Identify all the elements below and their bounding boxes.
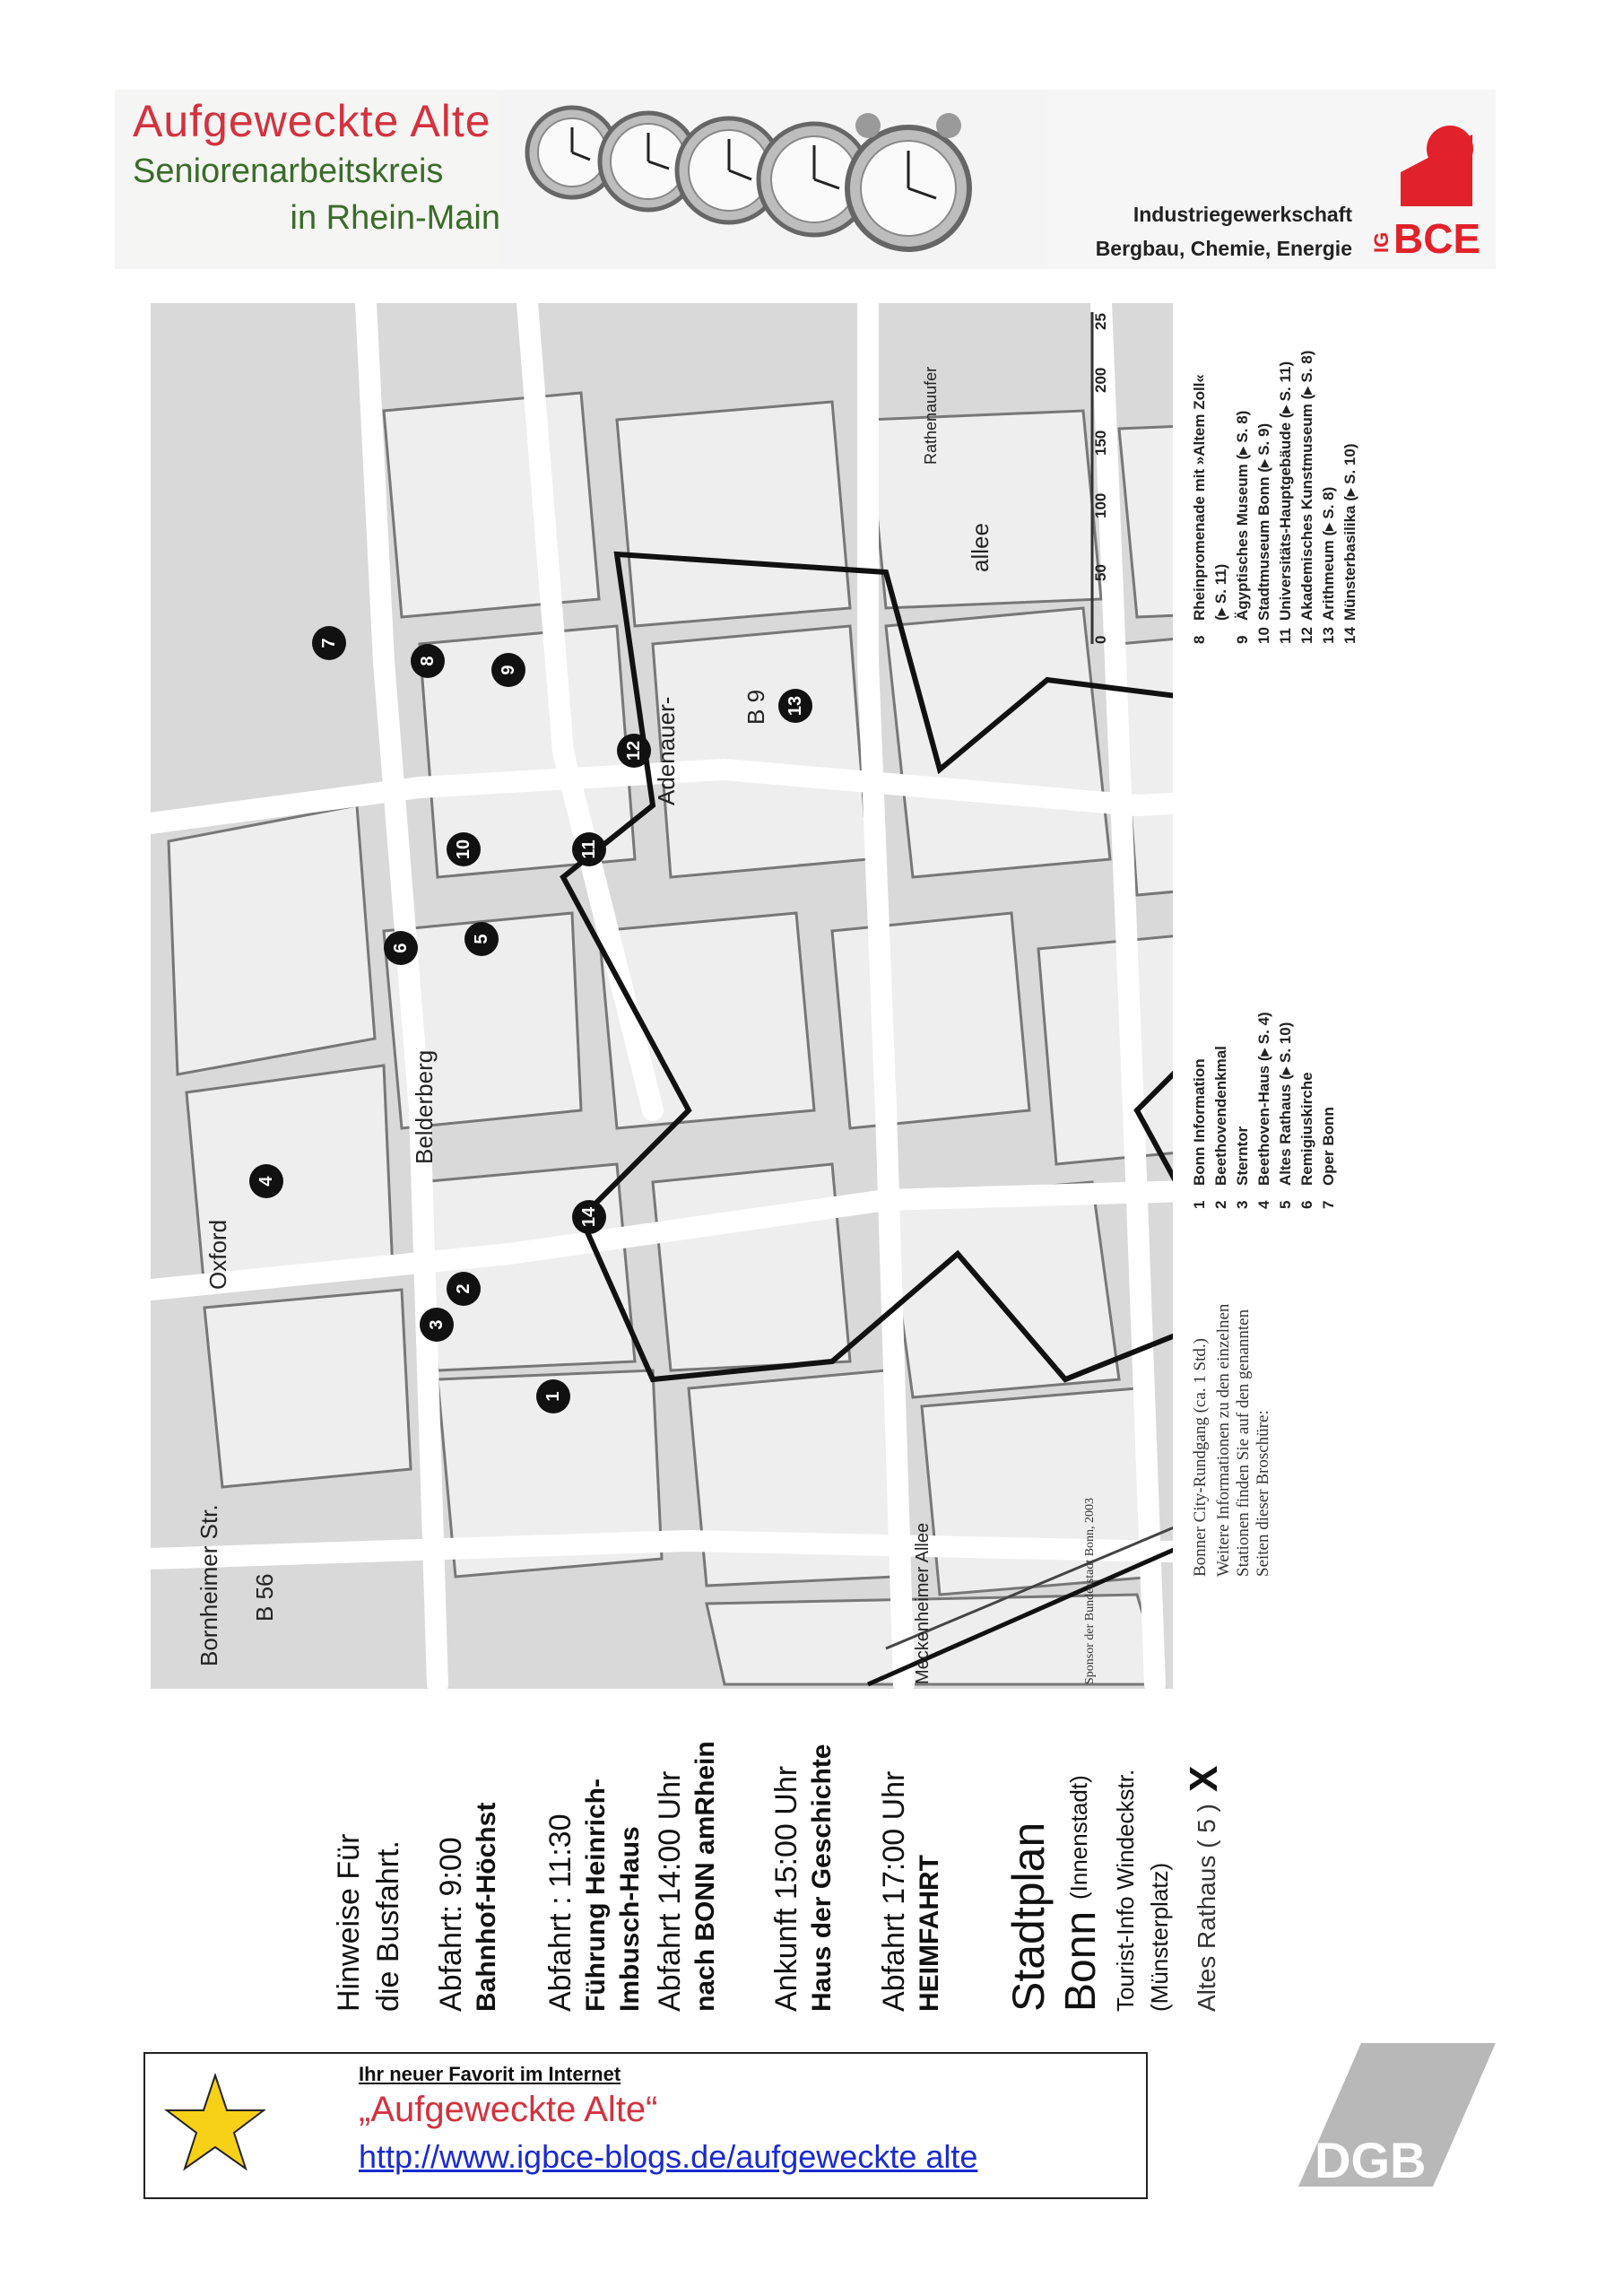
legend-number: 6 bbox=[1298, 1200, 1315, 1209]
note-5-time: Abfahrt 17:00 Uhr bbox=[877, 1770, 911, 2012]
note-1-time: Abfahrt: 9:00 bbox=[434, 1837, 468, 2012]
brand-subtitle-1: Seniorenarbeitskreis bbox=[133, 152, 444, 190]
station-marker-6: 6 bbox=[384, 931, 418, 965]
station-marker-5: 5 bbox=[464, 922, 499, 956]
legend-item: Rheinpromenade mit »Altem Zoll« bbox=[1191, 374, 1208, 621]
legend-item: Oper Bonn bbox=[1320, 1107, 1337, 1186]
legend-number: 13 bbox=[1320, 627, 1337, 644]
legend-number: 4 bbox=[1255, 1200, 1272, 1209]
legend-item: Bonn Information bbox=[1191, 1058, 1208, 1186]
legend-item: Sterntor bbox=[1234, 1126, 1251, 1186]
rotated-flyer bbox=[151, 303, 1487, 2032]
dgb-logo bbox=[1298, 2043, 1496, 2187]
legend-item: Beethoven-Haus (▸ S. 4) bbox=[1255, 1012, 1272, 1186]
bonn-title: Bonn bbox=[1057, 1910, 1105, 2012]
station-marker-1: 1 bbox=[536, 1379, 570, 1413]
station-marker-8: 8 bbox=[411, 644, 445, 678]
rundgang-line-2: Weitere Informationen zu den einzelnen bbox=[1214, 1303, 1233, 1577]
scale-label: 200 bbox=[1092, 367, 1109, 393]
legend-number: 8 bbox=[1191, 635, 1208, 644]
scale-label: 25 bbox=[1092, 313, 1109, 330]
street-label-bornheimer: Bornheimer Str. bbox=[195, 1504, 222, 1666]
legend-item: Akademisches Kunstmuseum (▸ S. 8) bbox=[1298, 350, 1315, 621]
brand-title: Aufgeweckte Alte bbox=[133, 96, 491, 146]
scale-label: 50 bbox=[1092, 564, 1109, 581]
street-label-rathenau: Rathenauufer bbox=[922, 366, 940, 465]
scale-label: 100 bbox=[1092, 492, 1109, 518]
street-label-b56: B 56 bbox=[251, 1573, 278, 1622]
station-marker-9: 9 bbox=[491, 653, 525, 687]
rundgang-line-1: Bonner City-Rundgang (ca. 1 Std.) bbox=[1191, 1338, 1210, 1577]
igbce-logo-prefix: IG bbox=[1370, 231, 1393, 253]
legend-item: Remigiuskirche bbox=[1298, 1072, 1315, 1186]
legend-number: 3 bbox=[1234, 1200, 1251, 1209]
map-copyright: Sponsor der Bundesstadt Bonn, 2003 bbox=[1083, 1497, 1097, 1684]
note-4-text: Haus der Geschichte bbox=[807, 1744, 837, 2012]
notes-heading-1: Hinweise Für bbox=[332, 1833, 366, 2012]
innenstadt-label: (Innenstadt) bbox=[1065, 1775, 1092, 1900]
street-label-allee: allee bbox=[967, 523, 994, 572]
scale-label: 0 bbox=[1092, 635, 1109, 644]
note-3-text: nach BONN amRhein bbox=[690, 1741, 720, 2012]
igbce-logo bbox=[1365, 117, 1490, 260]
street-label-adenauer: Adenauer- bbox=[653, 696, 680, 805]
station-marker-2: 2 bbox=[447, 1272, 481, 1306]
note-2-time: Abfahrt : 11:30 bbox=[543, 1813, 577, 2012]
legend-item: Beethovendenkmal bbox=[1212, 1046, 1229, 1186]
legend-number: 10 bbox=[1255, 627, 1272, 644]
legend-number: 11 bbox=[1277, 628, 1294, 644]
brand-subtitle-2: in Rhein-Main bbox=[290, 199, 500, 237]
legend-item: Münsterbasilika (▸ S. 10) bbox=[1341, 443, 1358, 621]
tourist-info-line-2: (Münsterplatz) bbox=[1146, 1862, 1173, 2012]
altes-rathaus-mark: X bbox=[1182, 1765, 1226, 1792]
legend-item: Stadtmuseum Bonn (▸ S. 9) bbox=[1255, 422, 1272, 621]
street-label-belderberg: Belderberg bbox=[411, 1049, 438, 1164]
rundgang-line-3: Stationen finden Sie auf den genannten bbox=[1234, 1309, 1253, 1577]
note-5-text: HEIMFAHRT bbox=[915, 1855, 944, 2012]
alarm-clock-icon bbox=[847, 113, 969, 249]
street-label-meckenheimer: Meckenheimer Allee bbox=[913, 1522, 933, 1684]
legend-item: Ägyptisches Museum (▸ S. 8) bbox=[1234, 410, 1251, 621]
note-2-text-2: Imbusch-Haus bbox=[615, 1826, 645, 2012]
legend-number: 9 bbox=[1234, 635, 1251, 644]
station-marker-3: 3 bbox=[420, 1308, 454, 1342]
union-name-line-1: Industriegewerkschaft bbox=[1133, 203, 1352, 226]
station-marker-12: 12 bbox=[617, 734, 651, 768]
legend-number: 2 bbox=[1212, 1200, 1229, 1209]
station-marker-11: 11 bbox=[572, 832, 606, 866]
notes-heading-2: die Busfahrt. bbox=[371, 1840, 405, 2012]
note-3-time: Abfahrt 14:00 Uhr bbox=[653, 1770, 687, 2012]
station-marker-13: 13 bbox=[778, 689, 812, 723]
street-label-b9: B 9 bbox=[742, 689, 769, 725]
street-label-oxford: Oxford bbox=[204, 1219, 231, 1290]
scale-label: 150 bbox=[1092, 430, 1109, 456]
legend-number: 14 bbox=[1341, 627, 1358, 644]
station-marker-14: 14 bbox=[572, 1200, 606, 1234]
page-header bbox=[115, 90, 1496, 269]
legend-number: 1 bbox=[1191, 1200, 1208, 1209]
note-1-text: Bahnhof-Höchst bbox=[472, 1802, 501, 2012]
union-name-line-2: Bergbau, Chemie, Energie bbox=[1095, 237, 1352, 260]
station-marker-10: 10 bbox=[447, 832, 481, 866]
legend-item: Universitäts-Hauptgebäude (▸ S. 11) bbox=[1277, 361, 1294, 621]
stadtplan-title: Stadtplan bbox=[1003, 1822, 1054, 2012]
legend-item: Altes Rathaus (▸ S. 10) bbox=[1277, 1022, 1294, 1186]
footer-heading: Ihr neuer Favorit im Internet bbox=[359, 2063, 621, 2085]
tourist-info-line-1: Tourist-Info Windeckstr. bbox=[1112, 1769, 1139, 2012]
alarm-clocks-image bbox=[500, 90, 1056, 269]
footer-title: „Aufgeweckte Alte“ bbox=[359, 2090, 658, 2129]
star-icon bbox=[161, 2070, 269, 2178]
dgb-logo-text: DGB bbox=[1315, 2132, 1427, 2187]
legend-number: 12 bbox=[1298, 627, 1315, 644]
altes-rathaus-label: Altes Rathaus ( 5 ) bbox=[1193, 1804, 1220, 2012]
note-4-time: Ankunft 15:00 Uhr bbox=[769, 1765, 803, 2012]
rundgang-line-4: Seiten dieser Broschüre: bbox=[1254, 1410, 1272, 1577]
station-marker-7: 7 bbox=[312, 626, 346, 660]
legend-number: 5 bbox=[1277, 1200, 1294, 1209]
station-marker-4: 4 bbox=[249, 1164, 283, 1198]
legend-number: 7 bbox=[1320, 1200, 1337, 1209]
note-2-text-1: Führung Heinrich- bbox=[581, 1779, 611, 2012]
union-box bbox=[1047, 90, 1496, 269]
footer-box bbox=[143, 2052, 1148, 2199]
legend-item: Arithmeum (▸ S. 8) bbox=[1320, 486, 1337, 621]
igbce-logo-text: BCE bbox=[1393, 215, 1481, 260]
legend-item: (▸ S. 11) bbox=[1212, 563, 1229, 621]
blog-link[interactable]: http://www.igbce-blogs.de/aufgeweckte alte bbox=[359, 2138, 978, 2175]
brand-box bbox=[115, 90, 509, 269]
